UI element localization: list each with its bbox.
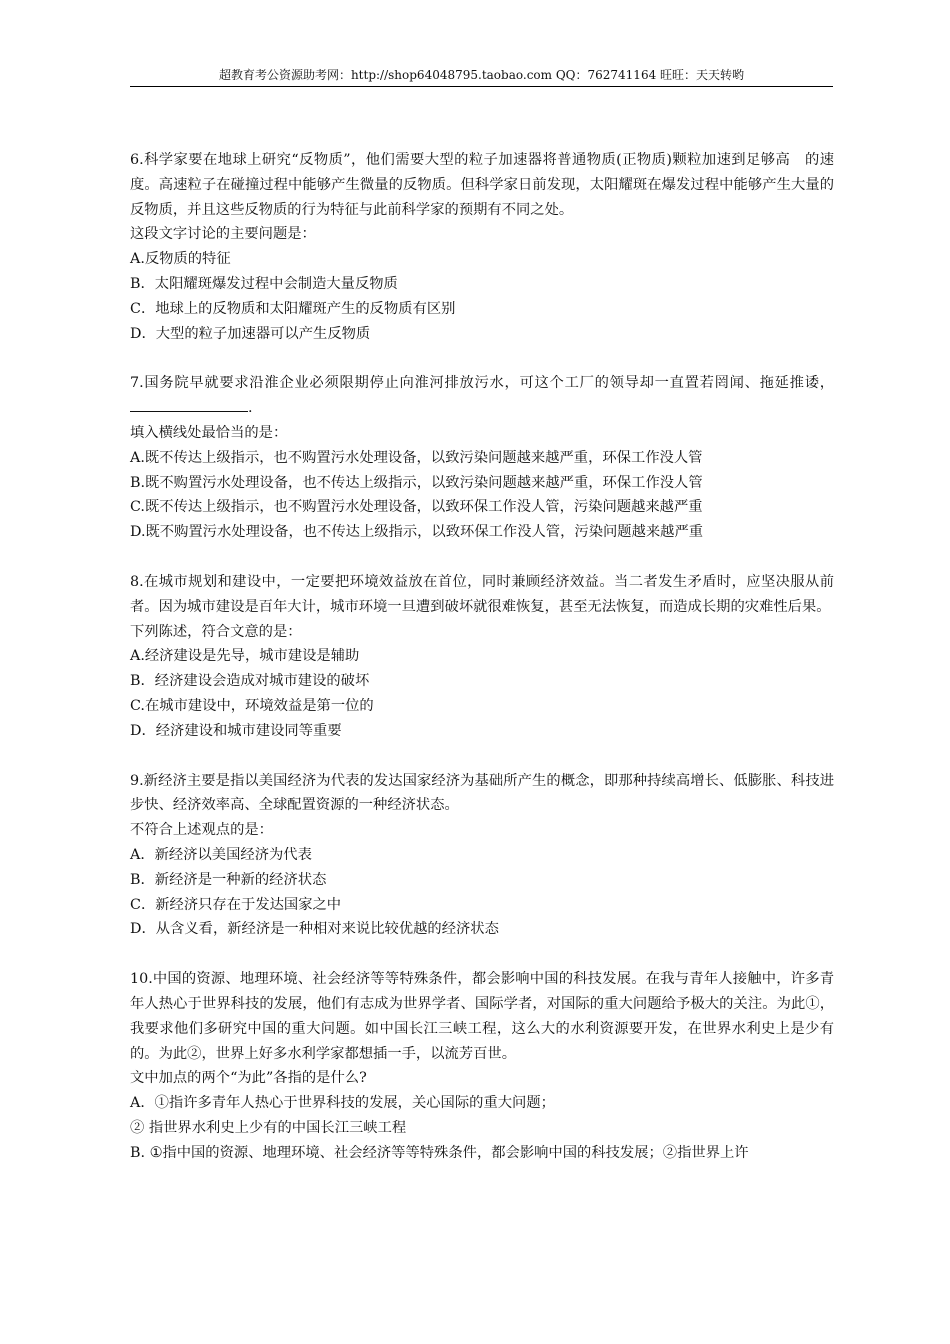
question-stem: 6.科学家要在地球上研究“反物质”，他们需要大型的粒子加速器将普通物质(正物质)颗粒加速到足够高 的速度。高速粒子在碰撞过程中能够产生微量的反物质。但科学家日前发现，太阳耀斑在爆发过程中能够产生大量的反物质，并且这些反物质的行为特征与此前科学家的预期有不同之处。 [130, 152, 834, 218]
option-c: C．新经济只存在于发达国家之中 [130, 896, 342, 913]
question-9 [130, 769, 834, 943]
option-a: A.反物质的特征 [130, 251, 231, 268]
option-c: C．地球上的反物质和太阳耀斑产生的反物质有区别 [130, 300, 456, 317]
option-a: A.经济建设是先导，城市建设是辅助 [130, 648, 360, 665]
option-a: A．新经济以美国经济为代表 [130, 846, 312, 863]
option-d: D.既不购置污水处理设备，也不传达上级指示，以致环保工作没人管，污染问题越来越严重 [130, 524, 704, 541]
option-d: D．经济建设和城市建设同等重要 [130, 722, 342, 739]
option-c: C.在城市建设中，环境效益是第一位的 [130, 697, 374, 714]
option-b: B．经济建设会造成对城市建设的破坏 [130, 673, 370, 690]
question-prompt: 这段文字讨论的主要问题是： [130, 226, 316, 243]
fill-in-blank [130, 397, 248, 412]
question-prompt: 不符合上述观点的是： [130, 822, 273, 839]
question-7 [130, 371, 834, 545]
question-10 [130, 967, 834, 1165]
option-b: B. ①指中国的资源、地理环境、社会经济等等特殊条件，都会影响中国的科技发展；②指世界上许 [130, 1144, 749, 1161]
option-c: C.既不传达上级指示，也不购置污水处理设备，以致环保工作没人管，污染问题越来越严重 [130, 499, 703, 516]
page-header [130, 66, 833, 87]
question-stem: 9.新经济主要是指以美国经济为代表的发达国家经济为基础所产生的概念，即那种持续高增长、低膨胀、科技进步快、经济效率高、全球配置资源的一种经济状态。 [130, 772, 834, 814]
option-a: A．①指许多青年人热心于世界科技的发展，关心国际的重大问题； [130, 1095, 555, 1112]
question-stem: 10.中国的资源、地理环境、社会经济等等特殊条件，都会影响中国的科技发展。在我与青年人接触中，许多青年人热心于世界科技的发展，他们有志成为世界学者、国际学者，对国际的重大问题给予极大的关注。为此①，我要求他们多研究中国的重大问题。如中国长江三峡工程，这么大的水利资源要开发，在世界水利史上是少有的。为此②，世界上好多水利学家都想插一手，以流芳百世。 [130, 971, 834, 1062]
stem-text: 7.国务院早就要求沿淮企业必须限期停止向淮河排放污水，可这个工厂的领导却一直置若罔闻、拖延推诿， [130, 375, 834, 392]
option-b: B.既不购置污水处理设备，也不传达上级指示，以致污染问题越来越严重，环保工作没人管 [130, 474, 703, 491]
document-body [130, 148, 834, 1190]
question-prompt: 文中加点的两个“为此”各指的是什么? [130, 1070, 367, 1087]
option-a: A.既不传达上级指示，也不购置污水处理设备，以致污染问题越来越严重，环保工作没人管 [130, 449, 703, 466]
header-text: 超教育考公资源助考网：http://shop64048795.taobao.com QQ：762741164 旺旺：天天转哟 [218, 68, 745, 82]
option-d: D．从含义看，新经济是一种相对来说比较优越的经济状态 [130, 921, 499, 938]
question-8 [130, 570, 834, 744]
question-prompt: 下列陈述，符合文意的是： [130, 623, 302, 640]
stem-end: . [248, 400, 253, 417]
option-a-continued: ② 指世界水利史上少有的中国长江三峡工程 [130, 1119, 407, 1136]
question-stem [130, 371, 834, 421]
option-b: B．新经济是一种新的经济状态 [130, 871, 327, 888]
question-6 [130, 148, 834, 346]
option-b: B．太阳耀斑爆发过程中会制造大量反物质 [130, 275, 398, 292]
question-prompt: 填入横线处最恰当的是： [130, 424, 288, 441]
question-stem: 8.在城市规划和建设中，一定要把环境效益放在首位，同时兼顾经济效益。当二者发生矛盾时，应坚决服从前者。因为城市建设是百年大计，城市环境一旦遭到破坏就很难恢复，甚至无法恢复，而造成长期的灾难性后果。 [130, 573, 834, 615]
option-d: D．大型的粒子加速器可以产生反物质 [130, 325, 371, 342]
